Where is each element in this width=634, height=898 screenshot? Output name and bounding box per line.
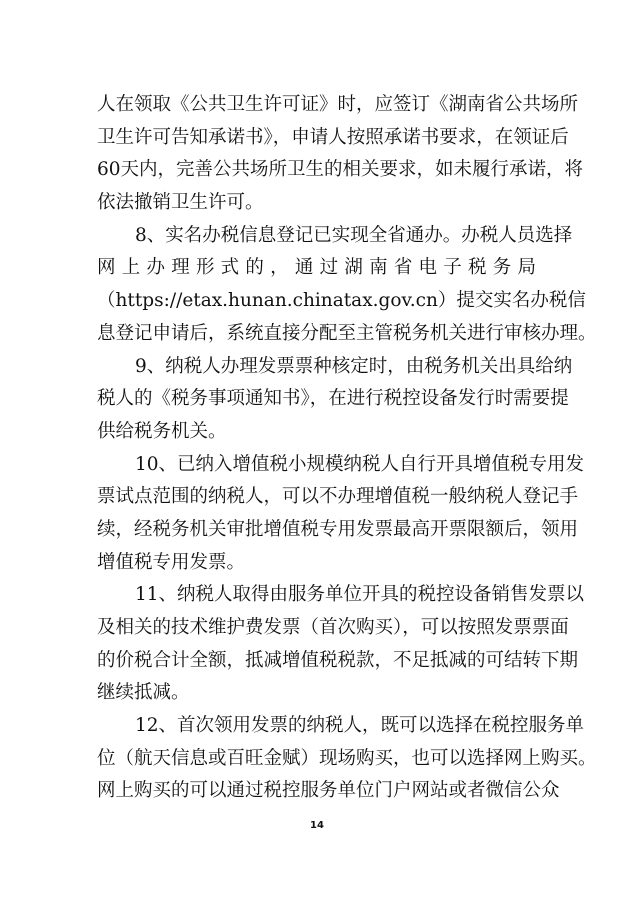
text-line: 续，经税务机关审批增值税专用发票最高开票限额后，领用 — [97, 518, 579, 540]
text-line: 及相关的技术维护费发票（首次购买），可以按照发票票面 — [97, 617, 569, 638]
text-line: （https://etax.hunan.chinatax.gov.cn）提交实名办税信 — [97, 290, 586, 312]
text-line: 供给税务机关。 — [97, 420, 227, 442]
text-line: 息登记申请后，系统直接分配至主管税务机关进行审核办理。 — [97, 322, 597, 344]
text-line: 税人的《税务事项通知书》，在进行税控设备发行时需要提 — [97, 388, 569, 410]
page-number: 14 — [310, 820, 324, 831]
text-line: 增值税专用发票。 — [97, 551, 246, 573]
text-line: 位（航天信息或百旺金赋）现场购买，也可以选择网上购买。 — [97, 747, 597, 769]
text-line: 卫生许可告知承诺书》，申请人按照承诺书要求，在领证后 — [97, 126, 569, 148]
text-line: 8、实名办税信息登记已实现全省通办。办税人员选择 — [135, 224, 573, 246]
text-line: 11、纳税人取得由服务单位开具的税控设备销售发票以 — [135, 584, 585, 606]
text-line: 网上办理形式的，通过湖南省电子税务局 — [97, 257, 536, 279]
document-body — [97, 89, 597, 808]
text-line: 继续抵减。 — [97, 682, 190, 704]
text-line: 票试点范围的纳税人，可以不办理增值税一般纳税人登记手 — [97, 486, 579, 508]
text-line: 依法撤销卫生许可。 — [97, 192, 264, 214]
text-line: 人在领取《公共卫生许可证》时，应签订《湖南省公共场所 — [97, 94, 579, 115]
text-line: 的价税合计全额，抵减增值税税款，不足抵减的可结转下期 — [97, 649, 579, 671]
text-line: 60天内，完善公共场所卫生的相关要求，如未履行承诺，将 — [97, 159, 584, 181]
text-line: 网上购买的可以通过税控服务单位门户网站或者微信公众 — [97, 780, 560, 802]
text-line: 12、首次领用发票的纳税人，既可以选择在税控服务单 — [135, 715, 585, 737]
text-line: 9、纳税人办理发票票种核定时，由税务机关出具给纳 — [135, 355, 573, 377]
text-line: 10、已纳入增值税小规模纳税人自行开具增值税专用发 — [135, 453, 585, 475]
